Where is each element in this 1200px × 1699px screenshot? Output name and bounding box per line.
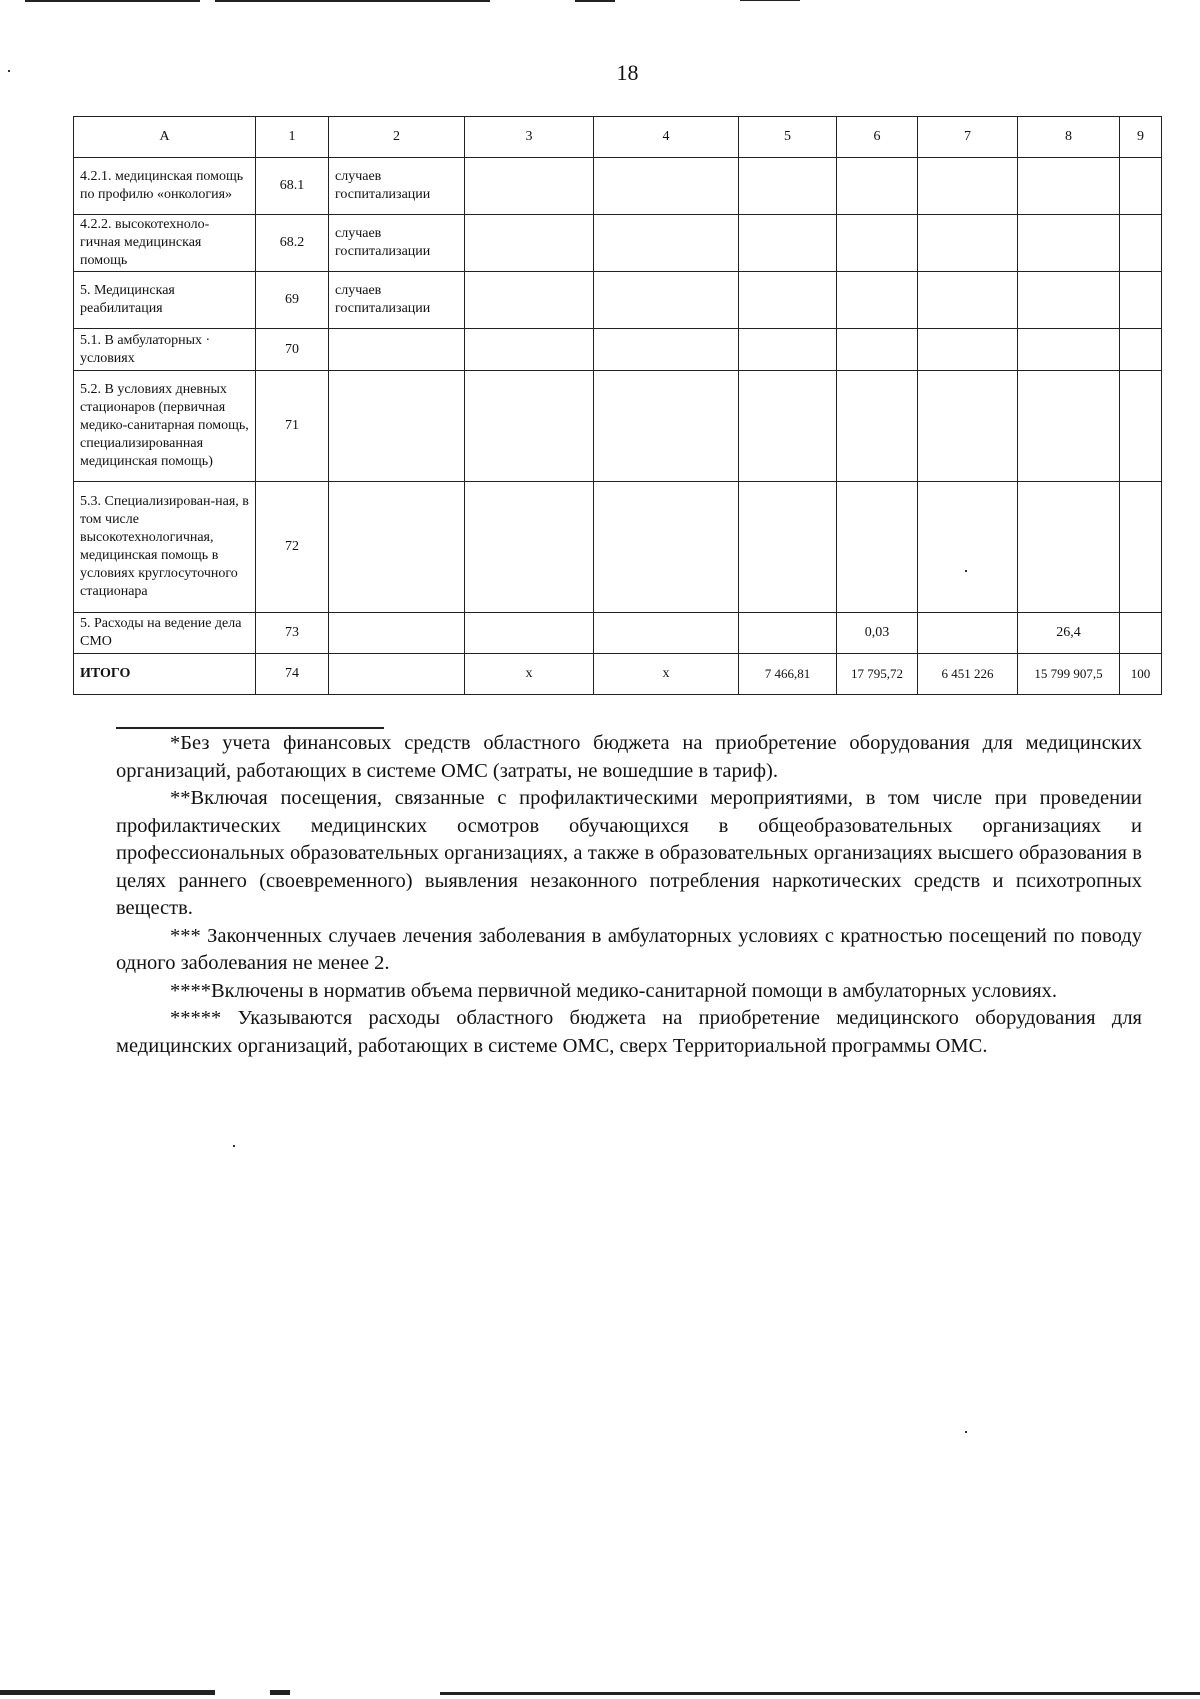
row-label: 4.2.1. медицинская помощь по профилю «онкология» [74,158,256,215]
table-cell [1018,329,1120,371]
scan-top-rule-3 [575,0,615,2]
footnote: ****Включены в норматив объема первичной медико-санитарной помощи в амбулаторных условиях. [170,979,1057,1002]
table-row [74,329,1162,371]
table-row [74,613,1162,654]
table-cell [739,158,837,215]
row-number: 74 [256,654,329,695]
unit-cell [329,329,465,371]
unit-cell [329,654,465,695]
table-cell [1120,329,1162,371]
table-cell [1018,482,1120,613]
footnote: ***** Указываются расходы областного бюджета на приобретение медицинского оборудования для медицинских организаций, работающих в системе ОМС, сверх Территориальной программы ОМС. [116,1007,1142,1057]
table-cell [739,329,837,371]
table-cell [837,371,918,482]
table-cell [465,158,594,215]
table-cell [918,613,1018,654]
unit-cell: случаев госпитализации [329,215,465,272]
table-cell [739,215,837,272]
unit-cell [329,482,465,613]
table-cell [1018,272,1120,329]
header-cell: 1 [256,117,329,158]
table-cell [739,272,837,329]
table-cell [465,482,594,613]
table-cell [1018,158,1120,215]
header-cell: 4 [594,117,739,158]
table-cell [465,215,594,272]
row-number: 68.2 [256,215,329,272]
table-cell [918,215,1018,272]
row-number: 69 [256,272,329,329]
table-cell [594,329,739,371]
table-cell [1018,371,1120,482]
header-cell: 8 [1018,117,1120,158]
row-label: 4.2.2. высокотехноло-гичная медицинская помощь [74,215,256,272]
table-row [74,158,1162,215]
total-cell: 17 795,72 [837,654,918,695]
footnote-separator [116,727,384,729]
table-cell [594,158,739,215]
table-cell [837,329,918,371]
table-cell: 0,03 [837,613,918,654]
row-label: 5.3. Специализирован-ная, в том числе высокотехнологичная, медицинская помощь в условиях круглосуточного стационара [74,482,256,613]
header-cell: 3 [465,117,594,158]
row-label: 5. Расходы на ведение дела СМО [74,613,256,654]
footnote: *** Законченных случаев лечения заболевания в амбулаторных условиях с кратностью посещений по поводу одного заболевания не менее 2. [116,924,1142,974]
table-cell [837,215,918,272]
table-cell [465,613,594,654]
table-cell [594,613,739,654]
header-cell: 9 [1120,117,1162,158]
table-row [74,371,1162,482]
table-header-row [74,117,1162,158]
scan-top-rule-2 [215,0,490,2]
table-row [74,482,1162,613]
table-cell [918,158,1018,215]
table-cell [1120,371,1162,482]
total-cell: 7 466,81 [739,654,837,695]
footnote: **Включая посещения, связанные с профилактическими мероприятиями, в том числе при проведении профилактических медицинских осмотров обучающихся в общеобразовательных организациях и профессиональных образовательных организациях, а также в образовательных организациях высшего образования в целях раннего (своевременного) выявления незаконного потребления наркотических средств и психотропных веществ. [116,787,1142,919]
unit-cell: случаев госпитализации [329,272,465,329]
unit-cell: случаев госпитализации [329,158,465,215]
table-cell [918,482,1018,613]
scan-top-rule-4 [740,0,800,1]
total-cell: 15 799 907,5 [1018,654,1120,695]
scan-speck [965,1431,967,1433]
table-cell [918,329,1018,371]
table-cell [1120,482,1162,613]
total-label: ИТОГО [74,654,256,695]
table-cell [739,613,837,654]
header-cell: А [74,117,256,158]
row-number: 73 [256,613,329,654]
header-cell: 2 [329,117,465,158]
unit-cell [329,613,465,654]
total-row [74,654,1162,695]
table-cell [837,482,918,613]
row-number: 72 [256,482,329,613]
table-cell [739,482,837,613]
scan-top-rule-1 [25,0,200,2]
table-cell [1120,215,1162,272]
row-label: 5. Медицинская реабилитация [74,272,256,329]
row-number: 68.1 [256,158,329,215]
table-cell: 26,4 [1018,613,1120,654]
table-cell [739,371,837,482]
table-cell [837,158,918,215]
table-row [74,215,1162,272]
table-row [74,272,1162,329]
row-number: 71 [256,371,329,482]
table-cell [837,272,918,329]
unit-cell [329,371,465,482]
scan-bottom-rule-1 [0,1690,215,1695]
header-cell: 5 [739,117,837,158]
row-number: 70 [256,329,329,371]
header-cell: 6 [837,117,918,158]
table-cell [1018,215,1120,272]
table-cell [594,482,739,613]
table-cell [594,272,739,329]
table-cell [465,272,594,329]
table-cell [594,371,739,482]
scan-bottom-rule-3 [440,1692,1200,1695]
table-cell [918,371,1018,482]
total-cell: х [594,654,739,695]
table-cell [465,371,594,482]
table-cell [1120,158,1162,215]
table-cell [1120,613,1162,654]
total-cell: 6 451 226 [918,654,1018,695]
row-label: 5.2. В условиях дневных стационаров (первичная медико-санитарная помощь, специализированная медицинская помощь) [74,371,256,482]
footnotes [116,730,1142,1060]
scan-bottom-rule-2 [270,1690,290,1695]
scan-speck [233,1145,235,1147]
header-cell: 7 [918,117,1018,158]
table-cell [465,329,594,371]
table-cell [918,272,1018,329]
total-cell: х [465,654,594,695]
table-cell [594,215,739,272]
table-cell [1120,272,1162,329]
total-cell: 100 [1120,654,1162,695]
page-number: 18 [616,60,639,85]
footnote: *Без учета финансовых средств областного бюджета на приобретение оборудования для медицинских организаций, работающих в системе ОМС (затраты, не вошедшие в тариф). [116,732,1142,782]
data-table [73,116,1162,695]
row-label: 5.1. В амбулаторных · условиях [74,329,256,371]
